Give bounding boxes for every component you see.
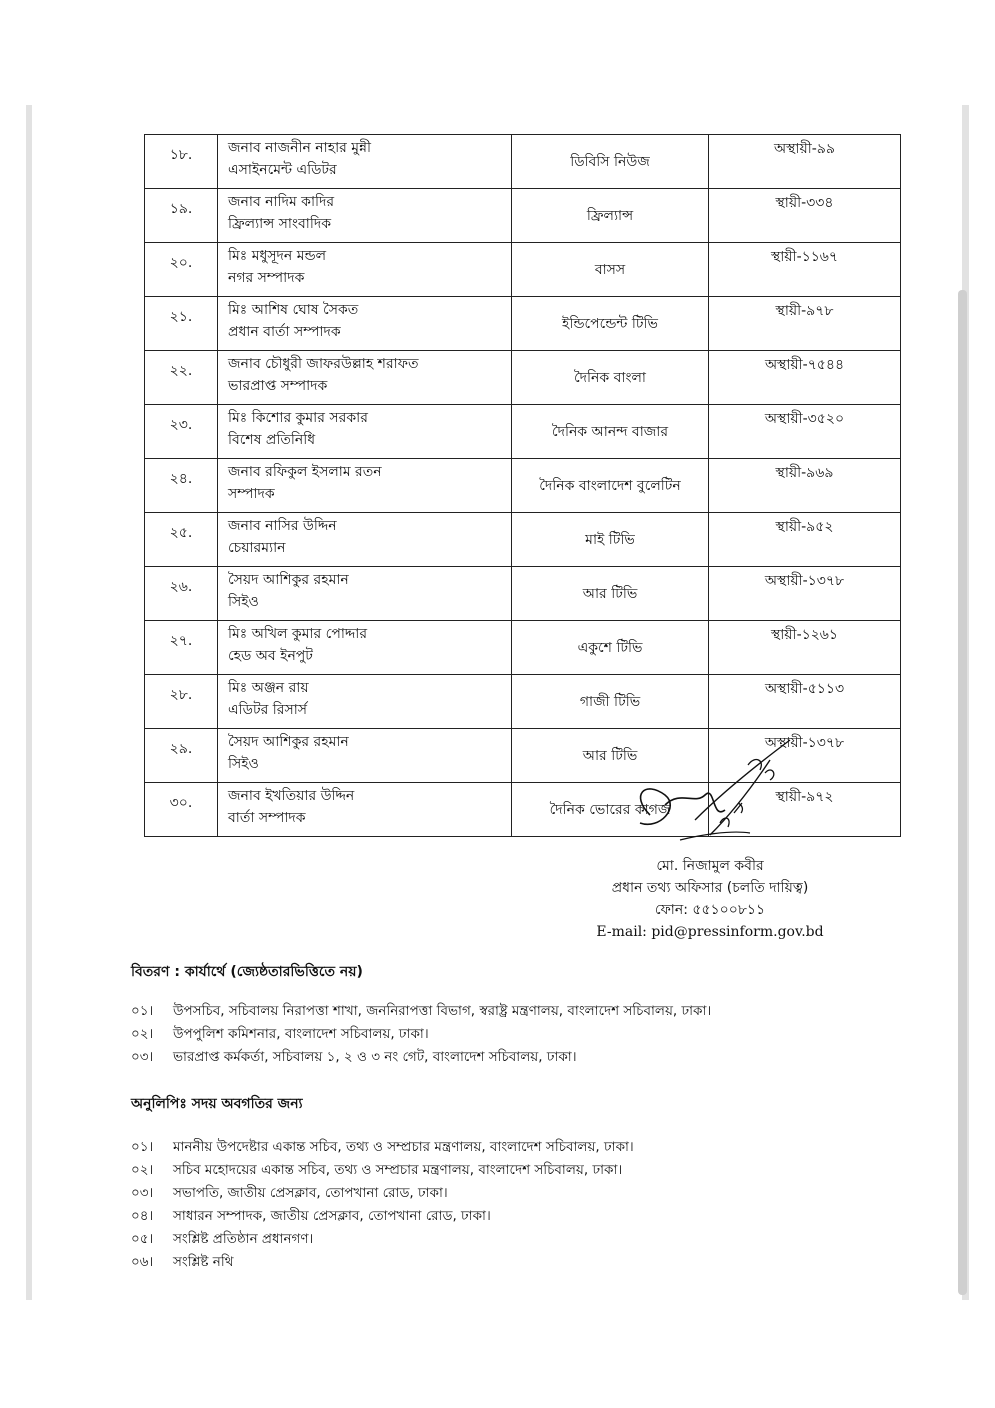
registration-cell: অস্থায়ী-১৩৭৮ xyxy=(709,729,901,783)
organization-cell: ইন্ডিপেন্ডেন্ট টিভি xyxy=(512,297,709,351)
person-name: মিঃ অখিল কুমার পোদ্দার xyxy=(228,626,368,642)
table-row xyxy=(145,243,901,297)
person-title: প্রধান বার্তা সম্পাদক xyxy=(228,324,341,340)
scrollbar[interactable] xyxy=(958,290,967,1295)
list-text: উপসচিব, সচিবালয় নিরাপত্তা শাখা, জননিরাপত্তা বিভাগ, স্বরাষ্ট্র মন্ত্রণালয়, বাংলাদেশ সচিবালয়, ঢাকা। xyxy=(173,1003,712,1019)
person-name: মিঃ কিশোর কুমার সরকার xyxy=(228,410,368,426)
list-text: সংশ্লিষ্ট প্রতিষ্ঠান প্রধানগণ। xyxy=(173,1231,314,1247)
person-title: নগর সম্পাদক xyxy=(228,270,305,286)
signature-image xyxy=(620,735,800,855)
name-cell xyxy=(218,459,512,513)
table-row xyxy=(145,675,901,729)
organization-cell: ফ্রিল্যান্স xyxy=(512,189,709,243)
list-number: ০১। xyxy=(131,1003,154,1019)
registration-cell: স্থায়ী-৯৭৮ xyxy=(709,297,901,351)
row-number: ১৯. xyxy=(145,189,218,243)
name-cell xyxy=(218,297,512,351)
table-row xyxy=(145,513,901,567)
name-cell xyxy=(218,621,512,675)
registration-cell: স্থায়ী-৯৫২ xyxy=(709,513,901,567)
list-text: সচিব মহোদয়ের একান্ত সচিব, তথ্য ও সম্প্রচার মন্ত্রণালয়, বাংলাদেশ সচিবালয়, ঢাকা। xyxy=(173,1162,623,1178)
person-title: এসাইনমেন্ট এডিটর xyxy=(228,162,337,178)
name-cell xyxy=(218,405,512,459)
person-name: জনাব নাসির উদ্দিন xyxy=(228,518,337,534)
person-title: সিইও xyxy=(228,756,259,772)
list-text: মাননীয় উপদেষ্টার একান্ত সচিব, তথ্য ও সম্প্রচার মন্ত্রণালয়, বাংলাদেশ সচিবালয়, ঢাকা। xyxy=(173,1139,634,1155)
list-item xyxy=(131,1251,634,1274)
registration-cell: অস্থায়ী-৭৫৪৪ xyxy=(709,351,901,405)
row-number: ২৯. xyxy=(145,729,218,783)
row-number: ২৭. xyxy=(145,621,218,675)
list-item xyxy=(131,1182,634,1205)
person-name: জনাব নাজনীন নাহার মুন্নী xyxy=(228,140,372,156)
organization-cell: গাজী টিভি xyxy=(512,675,709,729)
list-item xyxy=(131,1023,711,1046)
table-row xyxy=(145,297,901,351)
copy-list xyxy=(131,1136,634,1274)
table-row xyxy=(145,351,901,405)
list-text: সভাপতি, জাতীয় প্রেসক্লাব, তোপখানা রোড, ঢাকা। xyxy=(173,1185,448,1201)
distribution-heading: বিতরণ : কার্যার্থে (জ্যেষ্ঠতারভিত্তিতে নয়) xyxy=(131,964,363,980)
list-item xyxy=(131,1159,634,1182)
table-row xyxy=(145,135,901,189)
row-number: ২২. xyxy=(145,351,218,405)
list-number: ০৩। xyxy=(131,1049,154,1065)
table-row xyxy=(145,621,901,675)
registration-cell: অস্থায়ী-৫১১৩ xyxy=(709,675,901,729)
row-number: ২৩. xyxy=(145,405,218,459)
person-name: জনাব ইখতিয়ার উদ্দিন xyxy=(228,788,355,804)
registration-cell: স্থায়ী-৯৭২ xyxy=(709,783,901,837)
registration-cell: স্থায়ী-১১৬৭ xyxy=(709,243,901,297)
list-item xyxy=(131,1046,711,1069)
list-item xyxy=(131,1228,634,1251)
row-number: ২১. xyxy=(145,297,218,351)
name-cell xyxy=(218,513,512,567)
person-title: চেয়ারম্যান xyxy=(228,540,286,556)
table-row xyxy=(145,189,901,243)
signatory-email: E-mail: pid@pressinform.gov.bd xyxy=(596,924,824,940)
name-cell xyxy=(218,351,512,405)
copy-heading: অনুলিপিঃ সদয় অবগতির জন্য xyxy=(131,1096,303,1112)
person-title: সম্পাদক xyxy=(228,486,275,502)
list-number: ০৪। xyxy=(131,1208,154,1224)
organization-cell: ডিবিসি নিউজ xyxy=(512,135,709,189)
organization-cell: দৈনিক আনন্দ বাজার xyxy=(512,405,709,459)
organization-cell: দৈনিক বাংলা xyxy=(512,351,709,405)
organization-cell: দৈনিক বাংলাদেশ বুলেটিন xyxy=(512,459,709,513)
name-cell xyxy=(218,729,512,783)
list-number: ০৩। xyxy=(131,1185,154,1201)
person-name: মিঃ মধুসূদন মন্ডল xyxy=(228,248,327,264)
row-number: ২০. xyxy=(145,243,218,297)
person-title: বিশেষ প্রতিনিধি xyxy=(228,432,316,448)
name-cell xyxy=(218,567,512,621)
row-number: ২৮. xyxy=(145,675,218,729)
registration-cell: স্থায়ী-৯৬৯ xyxy=(709,459,901,513)
list-number: ০৫। xyxy=(131,1231,154,1247)
signatory-phone: ফোন: ৫৫১০০৮১১ xyxy=(654,902,766,918)
list-number: ০১। xyxy=(131,1139,154,1155)
person-name: জনাব চৌধুরী জাফরউল্লাহ শরাফত xyxy=(228,356,419,372)
person-name: মিঃ অঞ্জন রায় xyxy=(228,680,309,696)
list-number: ০২। xyxy=(131,1026,154,1042)
registration-cell: অস্থায়ী-৯৯ xyxy=(709,135,901,189)
person-title: হেড অব ইনপুট xyxy=(228,648,313,664)
person-title: এডিটর রিসার্স xyxy=(228,702,308,718)
row-number: ২৪. xyxy=(145,459,218,513)
organization-cell: আর টিভি xyxy=(512,729,709,783)
row-number: ২৬. xyxy=(145,567,218,621)
person-name: জনাব নাদিম কাদির xyxy=(228,194,335,210)
list-text: সাধারন সম্পাদক, জাতীয় প্রেসক্লাব, তোপখানা রোড, ঢাকা। xyxy=(173,1208,491,1224)
person-name: জনাব রফিকুল ইসলাম রতন xyxy=(228,464,382,480)
list-item xyxy=(131,1136,634,1159)
person-title: ফ্রিল্যান্স সাংবাদিক xyxy=(228,216,331,232)
name-cell xyxy=(218,783,512,837)
signatory-designation: প্রধান তথ্য অফিসার (চলতি দায়িত্ব) xyxy=(611,880,809,896)
organization-cell: দৈনিক ভোরের কাগজ xyxy=(512,783,709,837)
table-row xyxy=(145,459,901,513)
list-text: সংশ্লিষ্ট নথি xyxy=(173,1254,234,1270)
name-cell xyxy=(218,243,512,297)
signature-block xyxy=(560,855,860,943)
organization-cell: বাসস xyxy=(512,243,709,297)
name-cell xyxy=(218,135,512,189)
person-name: মিঃ আশিষ ঘোষ সৈকত xyxy=(228,302,359,318)
row-number: ৩০. xyxy=(145,783,218,837)
list-number: ০২। xyxy=(131,1162,154,1178)
person-title: বার্তা সম্পাদক xyxy=(228,810,306,826)
journalist-table xyxy=(144,134,901,837)
organization-cell: একুশে টিভি xyxy=(512,621,709,675)
list-number: ০৬। xyxy=(131,1254,154,1270)
page-edge-left xyxy=(26,105,32,1300)
name-cell xyxy=(218,189,512,243)
signatory-name: মো. নিজামুল কবীর xyxy=(656,858,764,874)
table-row xyxy=(145,405,901,459)
table-row xyxy=(145,567,901,621)
list-item xyxy=(131,1205,634,1228)
list-item xyxy=(131,1000,711,1023)
person-name: সৈয়দ আশিকুর রহমান xyxy=(228,572,349,588)
list-text: উপপুলিশ কমিশনার, বাংলাদেশ সচিবালয়, ঢাকা। xyxy=(173,1026,429,1042)
list-text: ভারপ্রাপ্ত কর্মকর্তা, সচিবালয় ১, ২ ও ৩ নং গেট, বাংলাদেশ সচিবালয়, ঢাকা। xyxy=(173,1049,577,1065)
organization-cell: মাই টিভি xyxy=(512,513,709,567)
distribution-list xyxy=(131,1000,711,1069)
organization-cell: আর টিভি xyxy=(512,567,709,621)
registration-cell: অস্থায়ী-১৩৭৮ xyxy=(709,567,901,621)
person-name: সৈয়দ আশিকুর রহমান xyxy=(228,734,349,750)
row-number: ১৮. xyxy=(145,135,218,189)
person-title: সিইও xyxy=(228,594,259,610)
registration-cell: অস্থায়ী-৩৫২০ xyxy=(709,405,901,459)
registration-cell: স্থায়ী-১২৬১ xyxy=(709,621,901,675)
row-number: ২৫. xyxy=(145,513,218,567)
person-title: ভারপ্রাপ্ত সম্পাদক xyxy=(228,378,328,394)
registration-cell: স্থায়ী-৩৩৪ xyxy=(709,189,901,243)
name-cell xyxy=(218,675,512,729)
